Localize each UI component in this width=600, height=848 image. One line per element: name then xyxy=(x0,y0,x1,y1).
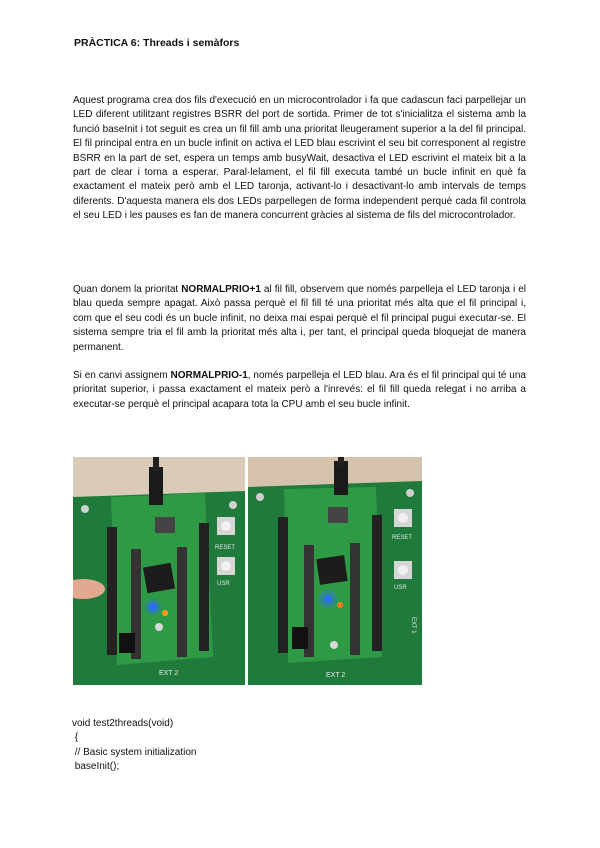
board-photo-left xyxy=(73,457,245,685)
text-segment: , només parpelleja el LED blau. Ara és el fil principal qui té una prioritat superior, i passa exactament el mateix però a l'inrevés: el fil fill queda relegat i no arriba a executar-se perquè el principal acapara tota la CPU amb el seu bucle infinit. xyxy=(73,370,526,410)
document-title: PRÀCTICA 6: Threads i semàfors xyxy=(74,37,240,49)
text-segment: Si en canvi assignem xyxy=(73,370,171,381)
paragraph-description: Aquest programa crea dos fils d'execució en un microcontrolador i fa que cadascun faci parpellejar un LED diferent utilitzant registres BSRR del port de sortida. Primer de tot s'inicialitza el sistema amb la funció baseInit i tot seguit es crea un fil fill amb una prioritat lleugerament superior a la del fil principal. El fil principal entra en un bucle infinit on activa el LED blau escrivint el seu bit corresponent al registre BSRR en la part de set, espera un temps amb busyWait, desactiva el LED escrivint el mateix bit a la part de clear i torna a esperar. Paral·lelament, el fil fill executa també un bucle infinit en què fa exactament el mateix però amb el LED taronja, activant-lo i desactivant-lo amb intervals de temps diferents. D'aquesta manera els dos LEDs parpellegen de forma independent perquè cada fil controla el seu LED i les pauses es fan de manera concurrent gràcies al sistema de fils del microcontrolador. xyxy=(73,95,526,222)
ext1-label: EXT 1 xyxy=(410,617,416,634)
code-line: // Basic system initialization xyxy=(72,746,197,758)
code-line: { xyxy=(72,732,79,744)
text-segment: al fil fill, observem que només parpelleja el LED taronja i el blau queda sempre apagat. Això passa perquè el fil fill té una prioritat més alta que el fil principal i, com que el seu codi és un bucle infinit, no deixa mai espai perquè el fil principal pugui executar-se. El sistema sempre tria el fil amb la prioritat més alta i, per tant, el principal queda bloquejat de manera permanent. xyxy=(73,284,526,353)
reset-label: RESET xyxy=(392,535,413,541)
ext-label: EXT 2 xyxy=(326,672,346,679)
code-line: baseInit(); xyxy=(72,761,120,773)
code-line: void test2threads(void) xyxy=(72,718,174,729)
user-label: USR xyxy=(394,585,407,591)
paragraph-normalprio-plus xyxy=(73,283,526,355)
text-segment: Quan donem la prioritat xyxy=(73,284,182,295)
ext-label: EXT 2 xyxy=(159,670,179,677)
code-snippet xyxy=(72,717,197,775)
keyword: NORMALPRIO+1 xyxy=(181,284,261,295)
board-photo-right xyxy=(248,457,422,685)
reset-label: RESET xyxy=(215,545,236,551)
paragraph-normalprio-minus xyxy=(73,369,526,412)
keyword: NORMALPRIO-1 xyxy=(170,370,248,381)
user-label: USR xyxy=(217,581,230,587)
